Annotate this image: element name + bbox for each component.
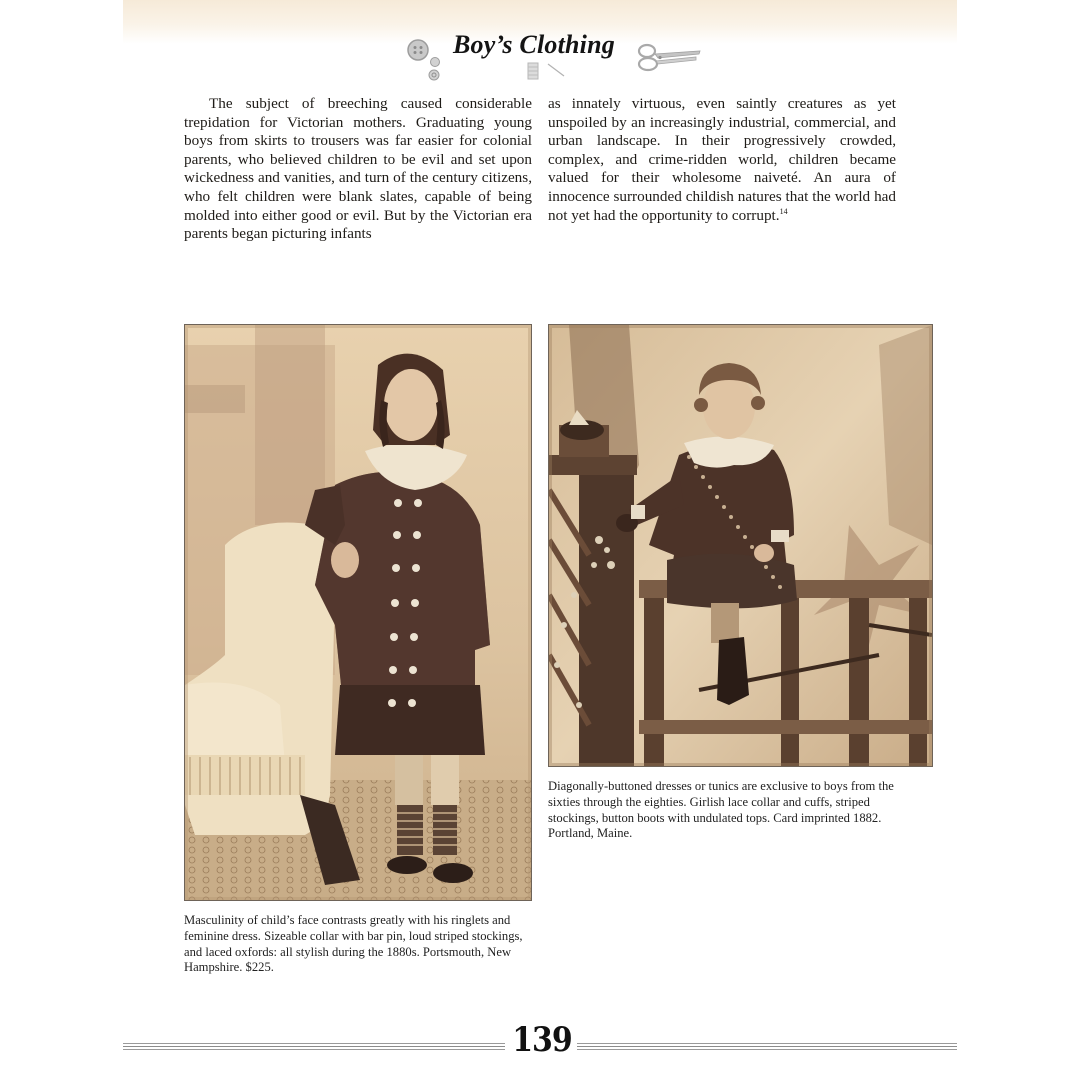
figure-caption-right: Diagonally-buttoned dresses or tunics are exclusive to boys from the sixties through the eighties. Girlish lace collar and cuffs, striped stockings, button boots with undulated tops. Card imprinted 1882. Portland, Maine.	[548, 779, 894, 841]
photo-boy-on-fence	[548, 324, 933, 767]
figure-caption-left: Masculinity of child’s face contrasts greatly with his ringlets and feminine dress. Sizeable collar with bar pin, loud striped stockings, and laced oxfords: all stylish during the 1880s. Portsmouth, New Hampshire. $225.	[184, 913, 523, 975]
sepia-photo-image	[185, 325, 531, 900]
page-title: Boy’s Clothing	[453, 30, 615, 59]
buttons-icon	[406, 38, 446, 84]
paragraph-continued	[548, 95, 896, 225]
page-number: 139	[512, 1020, 572, 1061]
footer-rule-left	[123, 1043, 505, 1050]
paragraph-text: as innately virtuous, even saintly creatures as yet unspoiled by an increasingly industrial, commercial, and urban landscape. In their progressively crowded, complex, and crime-ridden world, children became valued for their wholesome naiveté. An aura of innocence surrounded childish natures that the world had not yet had the opportunity to corrupt.	[548, 95, 896, 224]
spool-and-needle-icon	[524, 60, 568, 82]
page-header	[0, 28, 1080, 84]
paragraph: The subject of breeching caused considerable trepidation for Victorian mothers. Graduating young boys from skirts to trousers was far easier for colonial parents, who believed children to be evil and set upon wickedness and vanities, and turn of the century citizens, who felt children were blank slates, capable of being molded into either good or evil. But by the Victorian era parents began picturing infants	[184, 95, 532, 243]
body-text-right-column	[548, 95, 896, 225]
page-footer	[123, 1020, 957, 1065]
photo-boy-with-ringlets	[184, 324, 532, 901]
footer-rule-right	[577, 1043, 957, 1050]
body-text-left-column	[184, 95, 532, 244]
sepia-photo-image	[549, 325, 932, 766]
scissors-icon	[636, 42, 704, 74]
footnote-reference: 14	[779, 206, 788, 216]
